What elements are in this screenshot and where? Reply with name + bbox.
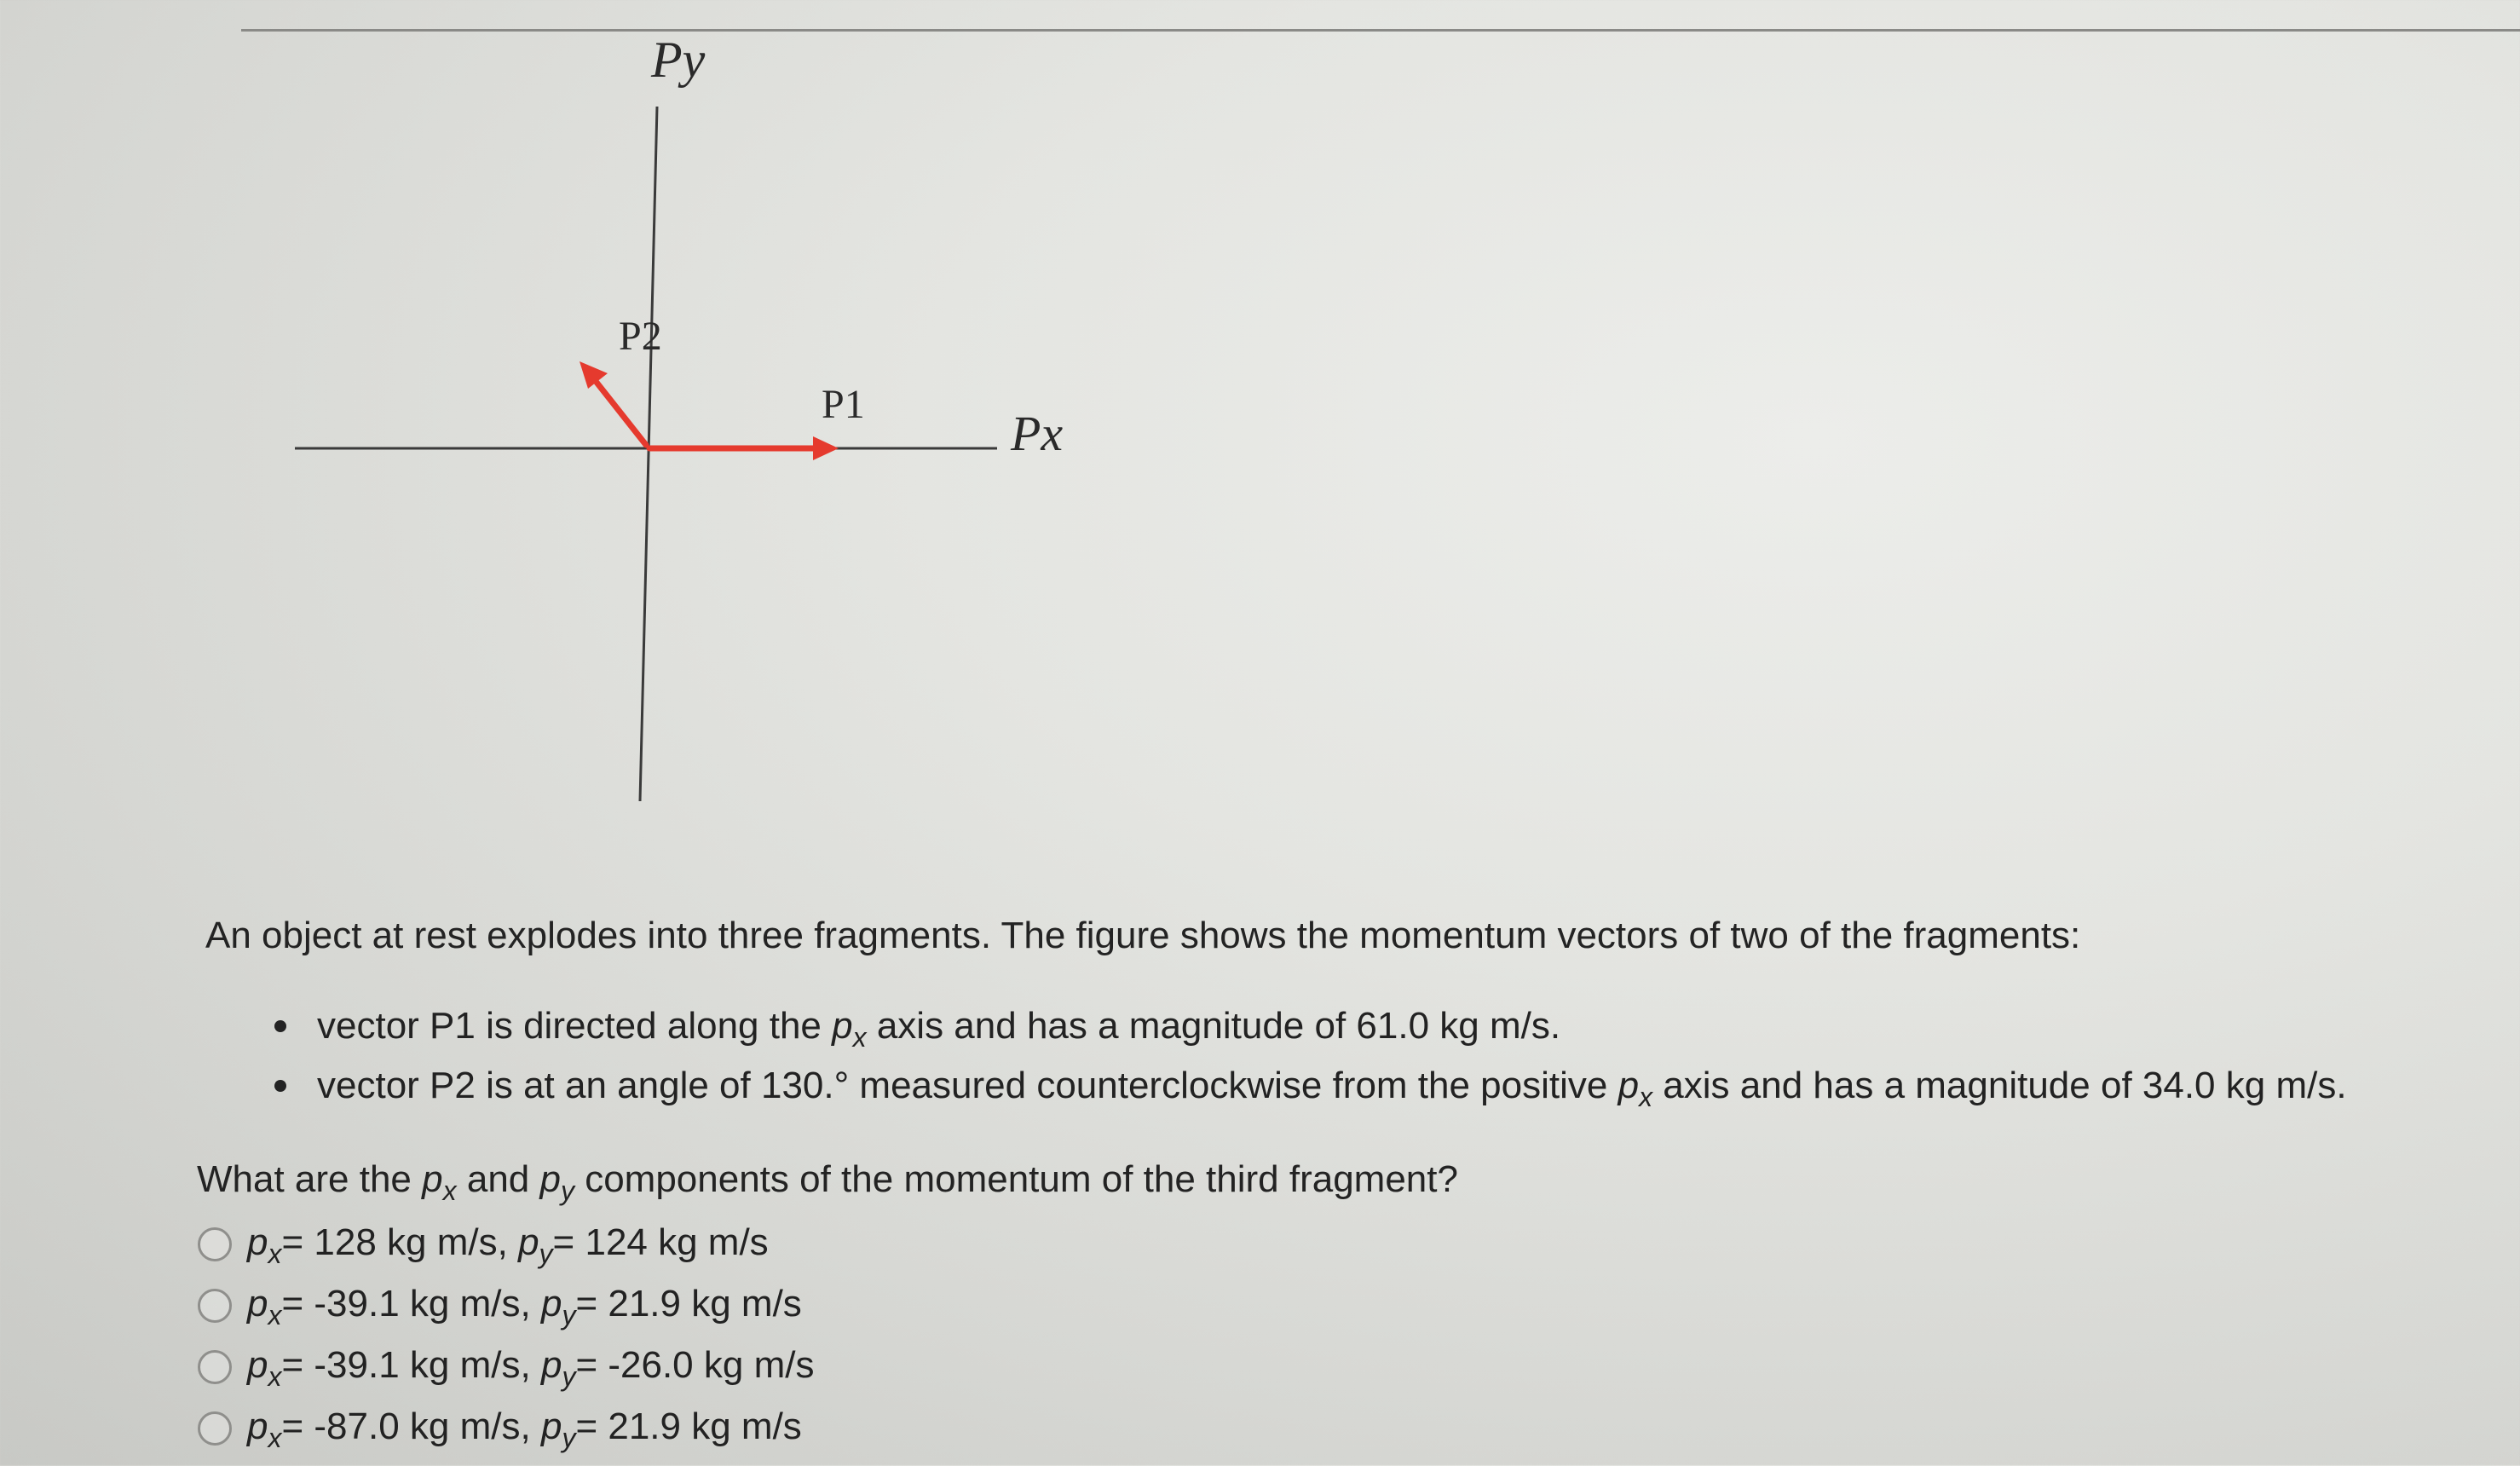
choice-py-value: = 21.9 kg m/s	[575, 1283, 802, 1325]
answer-choice-3[interactable]	[194, 1343, 814, 1405]
choice-px-value: = 128 kg m/s,	[281, 1221, 519, 1263]
question-sub-y: y	[560, 1175, 574, 1206]
choice-py-symbol: p	[540, 1405, 562, 1447]
question-mid: and	[456, 1158, 540, 1200]
choice-px-sub: x	[268, 1300, 282, 1330]
choice-py-value: = 21.9 kg m/s	[575, 1405, 802, 1447]
bullet-dot-icon	[274, 1080, 286, 1092]
bullet-dot-icon	[274, 1020, 286, 1032]
bullet-p1-var: p	[832, 1005, 853, 1047]
bullet-p1-post: axis and has a magnitude of 61.0 kg m/s.	[866, 1005, 1561, 1047]
choice-py-sub: y	[562, 1300, 576, 1330]
choice-py-symbol: p	[540, 1344, 562, 1386]
answer-choice-1[interactable]	[194, 1221, 814, 1282]
bullet-p1-sub: x	[852, 1022, 867, 1053]
choice-py-sub: y	[562, 1423, 576, 1453]
bullet-p2-var: p	[1618, 1065, 1640, 1106]
radio-button-icon[interactable]	[198, 1289, 232, 1323]
choice-px-symbol: p	[247, 1405, 268, 1447]
question-post: components of the momentum of the third fragment?	[574, 1158, 1458, 1200]
question-var-py: p	[539, 1158, 561, 1200]
choice-px-symbol: p	[247, 1283, 268, 1325]
bullet-p2-sub: x	[1639, 1082, 1653, 1112]
answer-choice-4[interactable]	[194, 1405, 814, 1466]
choice-px-value: = -39.1 kg m/s,	[281, 1344, 541, 1386]
vector-descriptions	[264, 1004, 2347, 1123]
choice-px-sub: x	[268, 1361, 282, 1392]
radio-button-icon[interactable]	[198, 1350, 232, 1384]
choice-px-value: = -87.0 kg m/s,	[281, 1405, 541, 1447]
bullet-p2-post: axis and has a magnitude of 34.0 kg m/s.	[1652, 1065, 2347, 1106]
p1-label: P1	[822, 382, 865, 427]
choice-px-symbol: p	[247, 1344, 268, 1386]
choice-py-value: = 124 kg m/s	[552, 1221, 769, 1263]
py-axis-label: Py	[651, 32, 706, 88]
choice-py-symbol: p	[540, 1283, 562, 1325]
px-axis-label: Px	[1011, 406, 1064, 461]
bullet-p1	[264, 1004, 2347, 1064]
answer-choice-2[interactable]	[194, 1282, 814, 1343]
question-text	[197, 1157, 1458, 1204]
question-sub-x: x	[442, 1175, 457, 1206]
bullet-p2-pre: vector P2 is at an angle of 130.° measured counterclockwise from the positive	[317, 1065, 1618, 1106]
problem-intro: An object at rest explodes into three fragments. The figure shows the momentum vectors of two of the fragments:	[205, 915, 2081, 956]
choice-py-sub: y	[539, 1238, 553, 1269]
radio-button-icon[interactable]	[198, 1411, 232, 1446]
choice-py-value: = -26.0 kg m/s	[575, 1344, 815, 1386]
choice-px-sub: x	[268, 1238, 282, 1269]
question-var-px: p	[422, 1158, 443, 1200]
radio-button-icon[interactable]	[198, 1227, 232, 1261]
bullet-p2	[264, 1064, 2347, 1123]
question-pre: What are the	[197, 1158, 423, 1200]
answer-choices	[194, 1221, 814, 1466]
choice-px-symbol: p	[247, 1221, 268, 1263]
choice-py-sub: y	[562, 1361, 576, 1392]
choice-px-value: = -39.1 kg m/s,	[281, 1283, 541, 1325]
choice-px-sub: x	[268, 1423, 282, 1453]
p2-label: P2	[619, 314, 662, 359]
bullet-p1-pre: vector P1 is directed along the	[317, 1005, 833, 1047]
choice-py-symbol: p	[518, 1221, 539, 1263]
